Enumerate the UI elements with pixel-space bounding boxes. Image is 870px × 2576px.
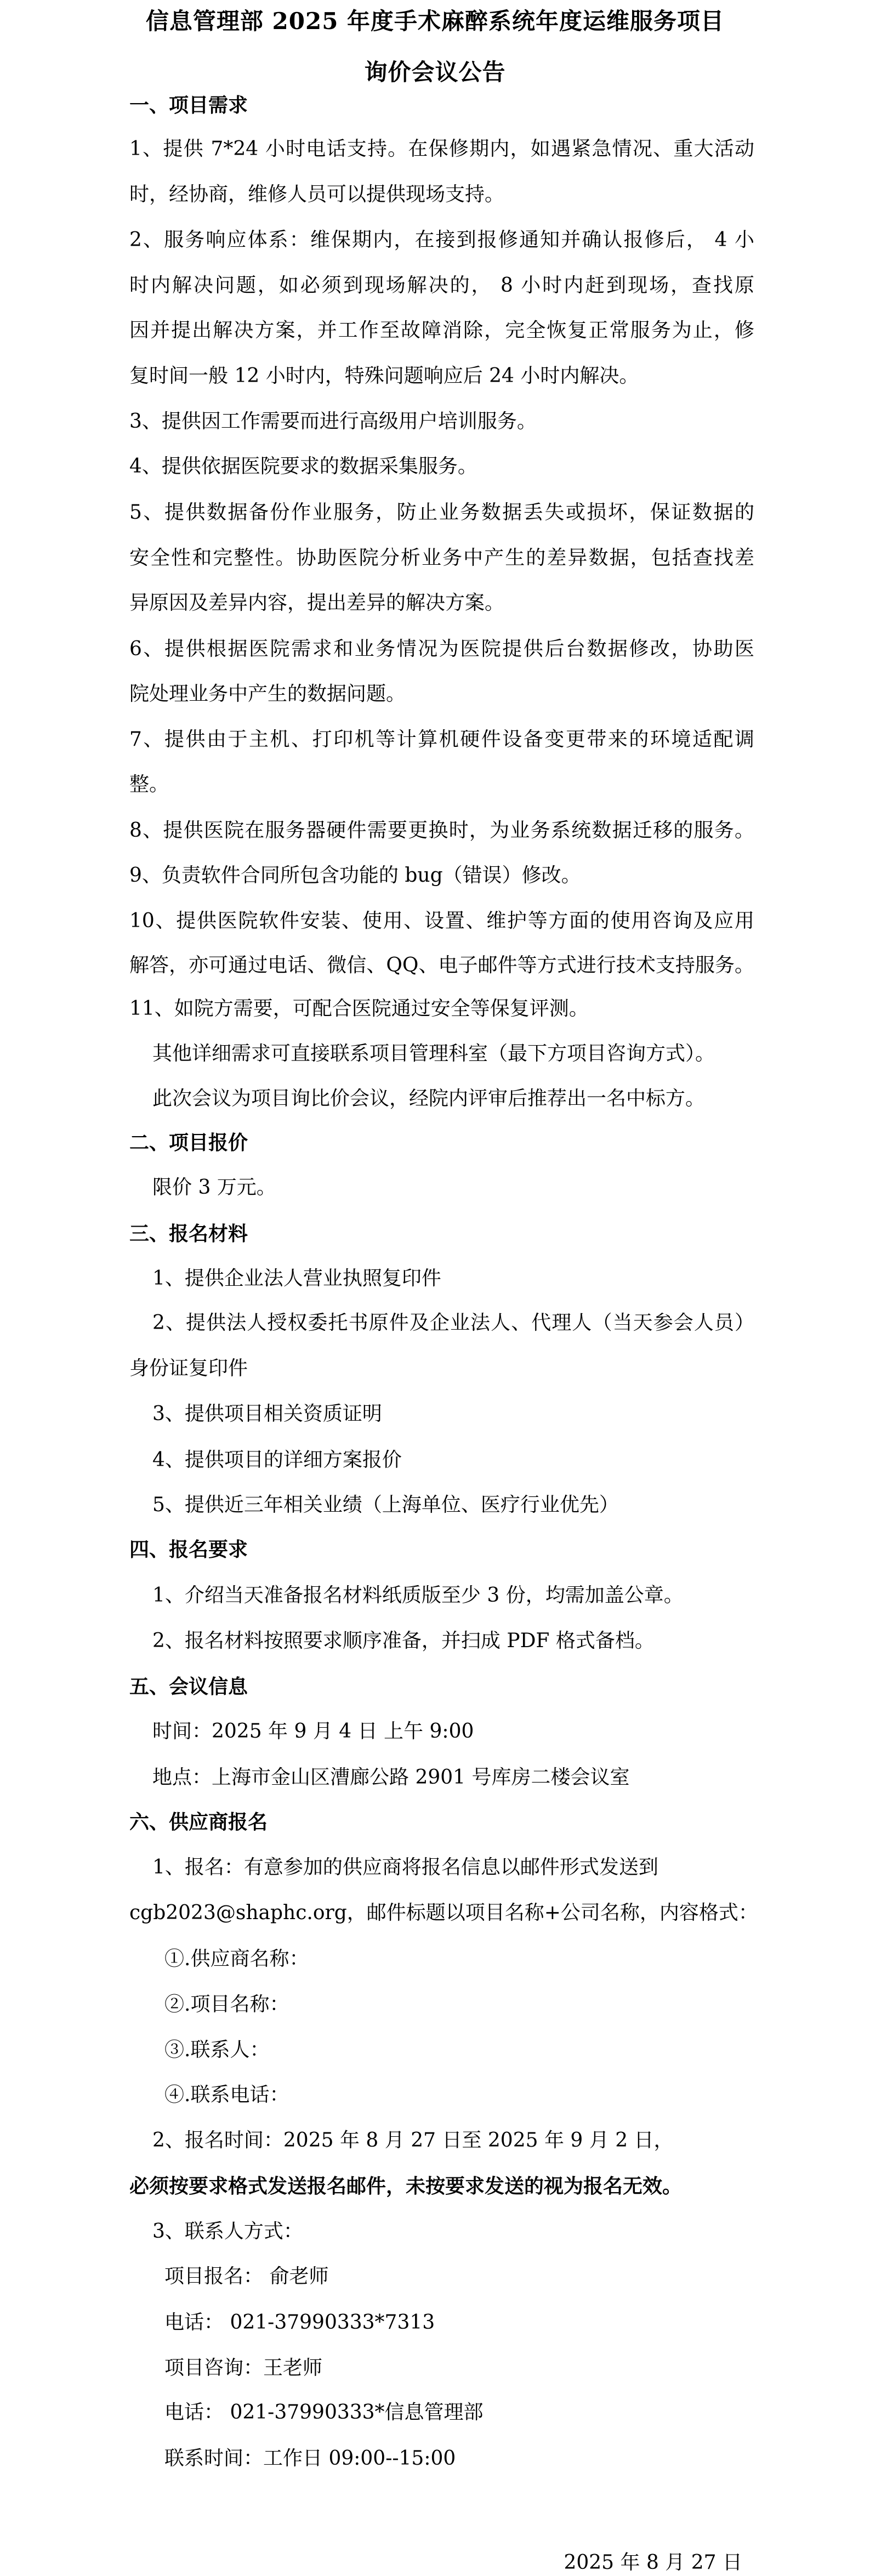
body-text-line: 整。 [129,773,169,796]
body-text-line: 11、如院方需要，可配合医院通过安全等保复评测。 [129,997,589,1020]
section-heading: 二、项目报价 [129,1131,248,1154]
body-text-line: 项目咨询：王老师 [164,2357,323,2379]
document-title-line-1: 信息管理部 2025 年度手术麻醉系统年度运维服务项目 [145,8,725,35]
body-text-line: 2、报名时间：2025 年 8 月 27 日至 2025 年 9 月 2 日， [152,2129,674,2152]
body-text-line: 10、提供医院软件安装、使用、设置、维护等方面的使用咨询及应用 [129,910,754,932]
signature-date: 2025 年 8 月 27 日 [564,2551,742,2574]
body-text-line: 解答，亦可通过电话、微信、QQ、电子邮件等方式进行技术支持服务。 [129,954,754,977]
body-text-line: 8、提供医院在服务器硬件需要更换时，为业务系统数据迁移的服务。 [129,819,754,842]
section-heading: 五、会议信息 [129,1675,248,1698]
body-text-line: 项目报名： 俞老师 [164,2265,329,2288]
body-text-line: 5、提供数据备份作业服务，防止业务数据丢失或损坏，保证数据的 [129,501,754,524]
body-text-line: 限价 3 万元。 [152,1176,276,1199]
body-text-line: 1、提供企业法人营业执照复印件 [152,1267,441,1290]
document-title-line-2: 询价会议公告 [364,59,506,86]
body-text-line: 2、提供法人授权委托书原件及企业法人、代理人（当天参会人员） [152,1312,754,1334]
body-text-line: 其他详细需求可直接联系项目管理科室（最下方项目咨询方式）。 [152,1042,715,1065]
body-text-line: 时，经协商，维修人员可以提供现场支持。 [129,183,505,206]
body-text-line: 联系时间：工作日 09:00--15:00 [164,2447,456,2470]
section-heading: 三、报名材料 [129,1222,248,1245]
body-text-line: 院处理业务中产生的数据问题。 [129,683,406,705]
body-text-line: 3、联系人方式： [152,2220,303,2243]
body-text-line: 必须按要求格式发送报名邮件，未按要求发送的视为报名无效。 [129,2175,683,2198]
body-text-line: 因并提出解决方案，并工作至故障消除，完全恢复正常服务为止，修 [129,319,754,342]
body-text-line: 时间：2025 年 9 月 4 日 上午 9:00 [152,1720,474,1743]
body-text-line: ①.供应商名称： [164,1948,309,1970]
body-text-line: 1、报名：有意参加的供应商将报名信息以邮件形式发送到 [152,1856,658,1879]
body-text-line: 4、提供依据医院要求的数据采集服务。 [129,455,477,478]
body-text-line: 6、提供根据医院需求和业务情况为医院提供后台数据修改，协助医 [129,638,754,660]
body-text-line: 3、提供项目相关资质证明 [152,1403,382,1425]
body-text-line: 2、报名材料按照要求顺序准备，并扫成 PDF 格式备档。 [152,1630,655,1652]
body-text-line: 电话： 021-37990333*信息管理部 [164,2401,484,2424]
body-text-line: 4、提供项目的详细方案报价 [152,1449,402,1471]
section-heading: 六、供应商报名 [129,1811,268,1834]
body-text-line: 7、提供由于主机、打印机等计算机硬件设备变更带来的环境适配调 [129,728,754,751]
body-text-line: 5、提供近三年相关业绩（上海单位、医疗行业优先） [152,1494,619,1516]
body-text-line: ④.联系电话： [164,2084,289,2106]
body-text-line: 身份证复印件 [129,1357,248,1380]
body-text-line: 异原因及差异内容，提出差异的解决方案。 [129,592,505,614]
body-text-line: ②.项目名称： [164,1993,289,2016]
body-text-line: 安全性和完整性。协助医院分析业务中产生的差异数据，包括查找差 [129,547,754,569]
body-text-line: 此次会议为项目询比价会议，经院内评审后推荐出一名中标方。 [152,1087,706,1110]
body-text-line: 时内解决问题，如必须到现场解决的， 8 小时内赶到现场，查找原 [129,274,754,297]
body-text-line: ③.联系人： [164,2039,270,2061]
body-text-line: 电话： 021-37990333*7313 [164,2311,435,2334]
body-text-line: 地点：上海市金山区漕廊公路 2901 号库房二楼会议室 [152,1766,630,1789]
body-text-line: 1、提供 7*24 小时电话支持。在保修期内，如遇紧急情况、重大活动 [129,138,754,160]
body-text-line: 2、服务响应体系：维保期内，在接到报修通知并确认报修后， 4 小 [129,229,754,251]
body-text-line: cgb2023@shaphc.org，邮件标题以项目名称+公司名称，内容格式： [129,1902,758,1924]
body-text-line: 9、负责软件合同所包含功能的 bug（错误）修改。 [129,864,581,887]
section-heading: 一、项目需求 [129,94,248,117]
section-heading: 四、报名要求 [129,1538,248,1561]
body-text-line: 3、提供因工作需要而进行高级用户培训服务。 [129,410,537,433]
body-text-line: 1、介绍当天准备报名材料纸质版至少 3 份，均需加盖公章。 [152,1584,684,1607]
body-text-line: 复时间一般 12 小时内，特殊问题响应后 24 小时内解决。 [129,365,639,387]
